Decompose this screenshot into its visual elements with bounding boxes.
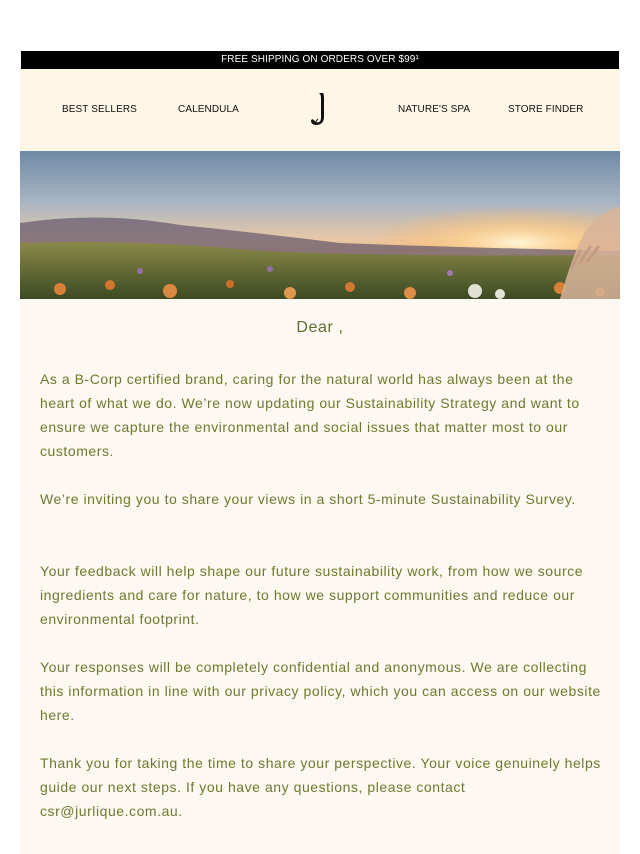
email-body bbox=[20, 299, 620, 854]
greeting: Dear , bbox=[296, 319, 344, 336]
paragraph-invite: We’re inviting you to share your views in a short 5-minute Sustainability Survey. bbox=[40, 491, 576, 507]
main-nav bbox=[20, 69, 620, 151]
paragraph-privacy-text: Your responses will be completely confidential and anonymous. We are collecting this information in line with our privacy policy, which you can access on our website bbox=[40, 659, 601, 699]
nav-store-finder[interactable]: STORE FINDER bbox=[508, 104, 584, 115]
paragraph-privacy-suffix: . bbox=[70, 707, 75, 723]
paragraph-feedback: Your feedback will help shape our future sustainability work, from how we source ingredients and care for nature, to how we support communities and reduce our environmental footprint. bbox=[40, 563, 584, 627]
nav-best-sellers[interactable]: BEST SELLERS bbox=[62, 104, 137, 115]
nav-calendula[interactable]: CALENDULA bbox=[178, 104, 239, 115]
paragraph-intro: As a B-Corp certified brand, caring for the natural world has always been at the heart of what we do. We’re now updating our Sustainability Strategy and want to ensure we capture the environmental and social issues that matter most to our customers. bbox=[40, 371, 580, 459]
jurlique-logo-icon[interactable] bbox=[306, 91, 334, 127]
hero-image[interactable] bbox=[20, 151, 620, 299]
paragraph-privacy bbox=[40, 655, 606, 727]
website-here-link[interactable]: here bbox=[40, 707, 71, 723]
email-container bbox=[20, 51, 620, 854]
promo-banner[interactable]: FREE SHIPPING ON ORDERS OVER $99¹ bbox=[21, 51, 619, 69]
paragraph-thanks: Thank you for taking the time to share your perspective. Your voice genuinely helps guide our next steps. If you have any questions, please contact csr@jurlique.com.au. bbox=[40, 755, 601, 819]
nav-natures-spa[interactable]: NATURE'S SPA bbox=[398, 104, 471, 115]
